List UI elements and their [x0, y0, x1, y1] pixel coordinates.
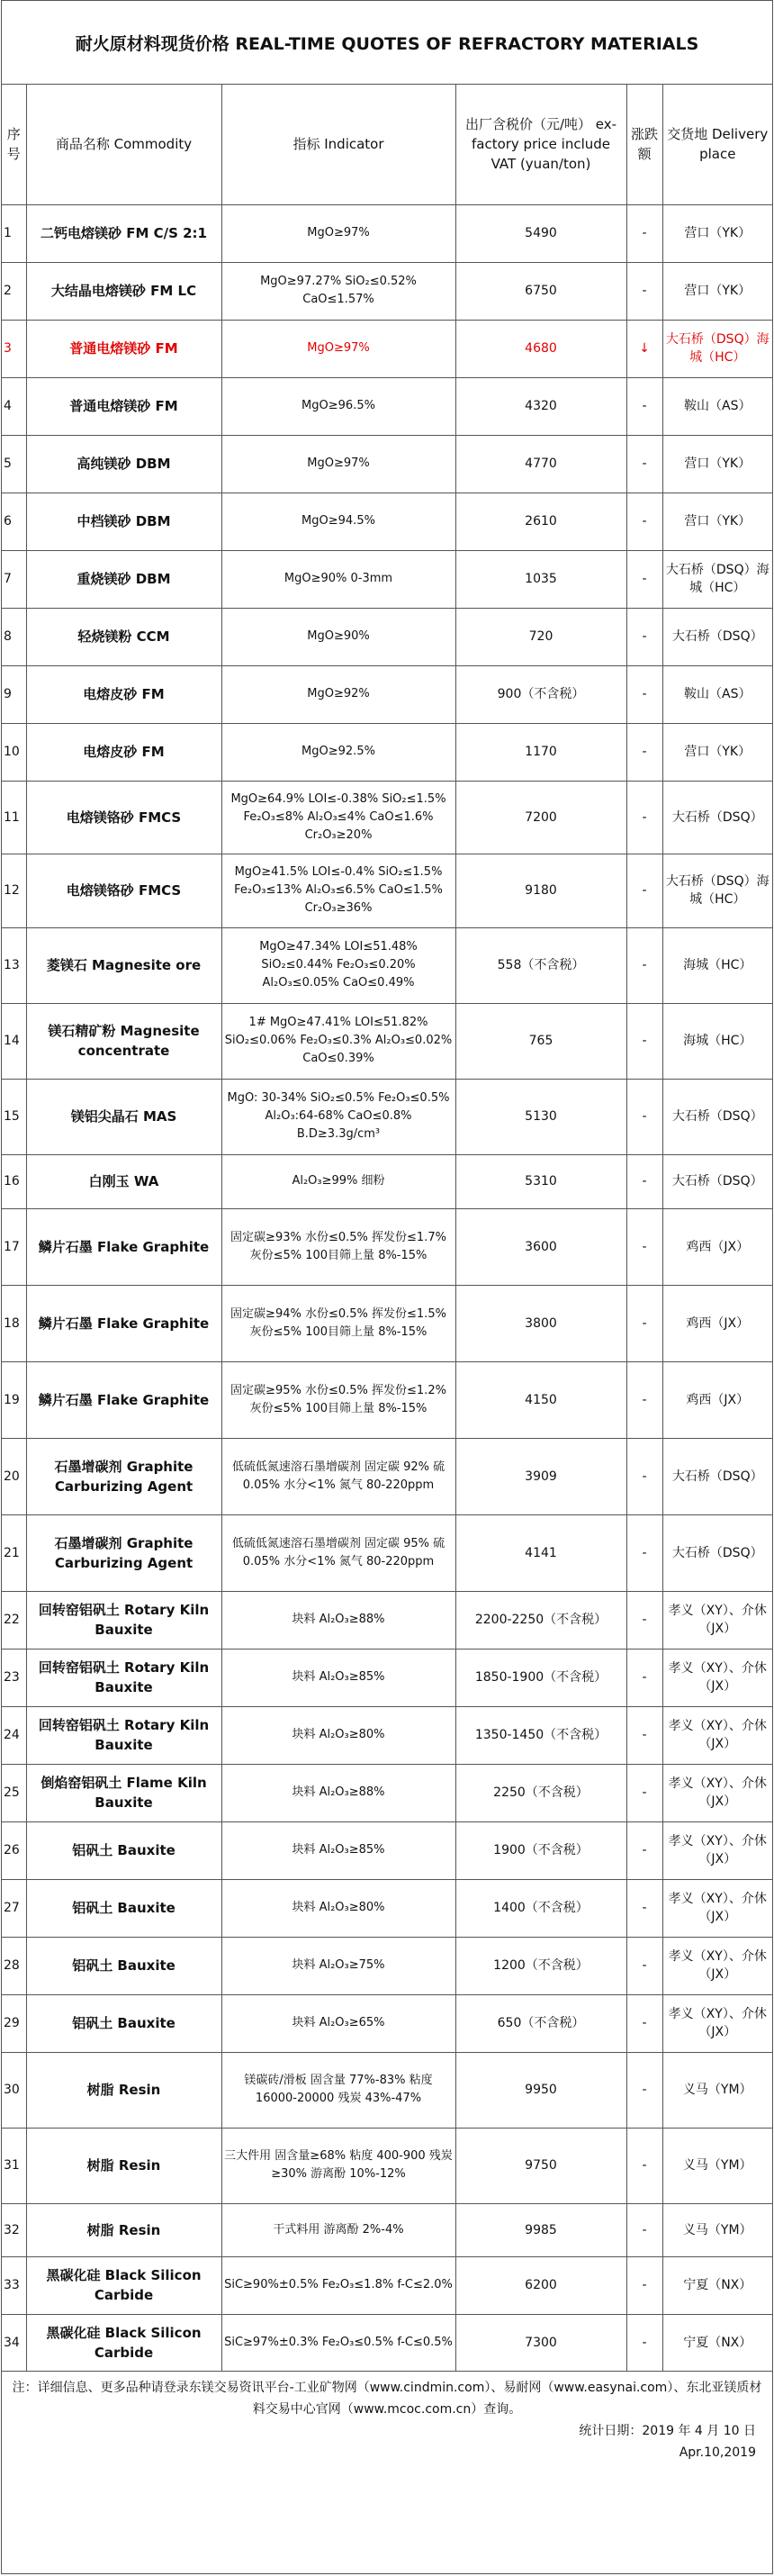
price: 7200 [455, 781, 626, 854]
header-price: 出厂含税价（元/吨） ex-factory price include VAT (yuan/ton) [455, 85, 626, 204]
row-number: 21 [2, 1514, 26, 1591]
row-number: 25 [2, 1764, 26, 1821]
delivery-place: 孝义（XY）、介休（JX） [662, 1937, 772, 1994]
price-sheet [1, 0, 773, 2574]
header-commodity: 商品名称 Commodity [26, 85, 221, 204]
indicator: MgO: 30-34% SiO₂≤0.5% Fe₂O₃≤0.5% Al₂O₃:64-68% CaO≤0.8% B.D≥3.3g/cm³ [221, 1079, 455, 1154]
price: 9180 [455, 854, 626, 927]
price: 1200（不含税） [455, 1937, 626, 1994]
delivery-place: 义马（YM） [662, 2128, 772, 2203]
indicator: MgO≥96.5% [221, 377, 455, 435]
change: - [626, 204, 662, 262]
commodity-name: 石墨增碳剂 Graphite Carburizing Agent [26, 1438, 221, 1514]
indicator: 块料 Al₂O₃≥88% [221, 1764, 455, 1821]
change: - [626, 1591, 662, 1649]
change: - [626, 262, 662, 320]
indicator: Al₂O₃≥99% 细粉 [221, 1154, 455, 1208]
delivery-place: 营口（YK） [662, 493, 772, 550]
change: - [626, 1208, 662, 1285]
indicator: MgO≥97% [221, 320, 455, 377]
indicator: 块料 Al₂O₃≥75% [221, 1937, 455, 1994]
change: - [626, 927, 662, 1003]
indicator: 块料 Al₂O₃≥80% [221, 1706, 455, 1764]
commodity-name: 铝矾土 Bauxite [26, 1821, 221, 1879]
commodity-name: 回转窑铝矾土 Rotary Kiln Bauxite [26, 1591, 221, 1649]
delivery-place: 大石桥（DSQ）海城（HC） [662, 550, 772, 608]
row-number: 20 [2, 1438, 26, 1514]
indicator: MgO≥90% 0-3mm [221, 550, 455, 608]
delivery-place: 孝义（XY）、介休（JX） [662, 1649, 772, 1706]
delivery-place: 孝义（XY）、介休（JX） [662, 1706, 772, 1764]
indicator: 固定碳≥94% 水份≤0.5% 挥发份≤1.5% 灰份≤5% 100目筛上量 8%-15% [221, 1285, 455, 1361]
change: - [626, 377, 662, 435]
table-row [2, 1514, 772, 1591]
price: 5490 [455, 204, 626, 262]
delivery-place: 孝义（XY）、介休（JX） [662, 1591, 772, 1649]
change: - [626, 608, 662, 665]
indicator: 块料 Al₂O₃≥85% [221, 1821, 455, 1879]
row-number: 12 [2, 854, 26, 927]
price: 9950 [455, 2052, 626, 2128]
indicator: MgO≥92.5% [221, 723, 455, 781]
table-row [2, 204, 772, 262]
table-row [2, 781, 772, 854]
price: 4320 [455, 377, 626, 435]
indicator: 固定碳≥93% 水份≤0.5% 挥发份≤1.7% 灰份≤5% 100目筛上量 8%-15% [221, 1208, 455, 1285]
stat-date-en: Apr.10,2019 [679, 2445, 756, 2460]
table-row [2, 927, 772, 1003]
table-row [2, 1003, 772, 1079]
price: 1170 [455, 723, 626, 781]
table-row [2, 1649, 772, 1706]
commodity-name: 二钙电熔镁砂 FM C/S 2:1 [26, 204, 221, 262]
indicator: SiC≥97%±0.3% Fe₂O₃≤0.5% f-C≤0.5% [221, 2314, 455, 2371]
commodity-name: 鳞片石墨 Flake Graphite [26, 1361, 221, 1438]
delivery-place: 鸡西（JX） [662, 1285, 772, 1361]
delivery-place: 鸡西（JX） [662, 1361, 772, 1438]
table-row [2, 320, 772, 377]
commodity-name: 回转窑铝矾土 Rotary Kiln Bauxite [26, 1649, 221, 1706]
row-number: 10 [2, 723, 26, 781]
change: - [626, 1879, 662, 1937]
table-row [2, 1154, 772, 1208]
row-number: 14 [2, 1003, 26, 1079]
row-number: 2 [2, 262, 26, 320]
row-number: 3 [2, 320, 26, 377]
indicator: 低硫低氮速溶石墨增碳剂 固定碳 92% 硫 0.05% 水分<1% 氮气 80-220ppm [221, 1438, 455, 1514]
change: - [626, 1706, 662, 1764]
table-row [2, 1285, 772, 1361]
change: - [626, 1994, 662, 2052]
price: 4150 [455, 1361, 626, 1438]
commodity-name: 鳞片石墨 Flake Graphite [26, 1285, 221, 1361]
table-row [2, 262, 772, 320]
commodity-name: 铝矾土 Bauxite [26, 1879, 221, 1937]
table-row [2, 608, 772, 665]
change: - [626, 1079, 662, 1154]
indicator: 块料 Al₂O₃≥85% [221, 1649, 455, 1706]
price: 5310 [455, 1154, 626, 1208]
delivery-place: 大石桥（DSQ） [662, 608, 772, 665]
commodity-name: 树脂 Resin [26, 2128, 221, 2203]
price: 9750 [455, 2128, 626, 2203]
row-number: 17 [2, 1208, 26, 1285]
header-no: 序号 [2, 85, 26, 204]
table-row [2, 1438, 772, 1514]
commodity-name: 树脂 Resin [26, 2203, 221, 2256]
delivery-place: 大石桥（DSQ）海城（HC） [662, 854, 772, 927]
row-number: 19 [2, 1361, 26, 1438]
row-number: 24 [2, 1706, 26, 1764]
commodity-name: 菱镁石 Magnesite ore [26, 927, 221, 1003]
delivery-place: 义马（YM） [662, 2203, 772, 2256]
commodity-name: 黑碳化硅 Black Silicon Carbide [26, 2314, 221, 2371]
indicator: MgO≥97% [221, 435, 455, 493]
table-row [2, 550, 772, 608]
header-indicator: 指标 Indicator [221, 85, 455, 204]
table-row [2, 1879, 772, 1937]
row-number: 32 [2, 2203, 26, 2256]
commodity-name: 中档镁砂 DBM [26, 493, 221, 550]
row-number: 34 [2, 2314, 26, 2371]
row-number: 22 [2, 1591, 26, 1649]
delivery-place: 宁夏（NX） [662, 2256, 772, 2314]
indicator: 干式料用 游离酚 2%-4% [221, 2203, 455, 2256]
row-number: 28 [2, 1937, 26, 1994]
change: - [626, 1285, 662, 1361]
delivery-place: 鸡西（JX） [662, 1208, 772, 1285]
delivery-place: 大石桥（DSQ）海城（HC） [662, 320, 772, 377]
delivery-place: 大石桥（DSQ） [662, 781, 772, 854]
change: - [626, 2052, 662, 2128]
commodity-name: 电熔皮砂 FM [26, 665, 221, 723]
commodity-name: 电熔镁铬砂 FMCS [26, 781, 221, 854]
footer-note: 注：详细信息、更多品种请登录东镁交易资讯平台-工业矿物网（www.cindmin.com）、易耐网（www.easynai.com）、东北亚镁质材料交易中心官网（www.mcoc.com.cn）查询。 [12, 2380, 762, 2417]
table-row [2, 1821, 772, 1879]
delivery-place: 大石桥（DSQ） [662, 1438, 772, 1514]
delivery-place: 义马（YM） [662, 2052, 772, 2128]
price: 1900（不含税） [455, 1821, 626, 1879]
delivery-place: 营口（YK） [662, 723, 772, 781]
table-row [2, 2256, 772, 2314]
change: - [626, 550, 662, 608]
table-row [2, 665, 772, 723]
row-number: 26 [2, 1821, 26, 1879]
header-place: 交货地 Delivery place [662, 85, 772, 204]
delivery-place: 宁夏（NX） [662, 2314, 772, 2371]
delivery-place: 孝义（XY）、介休（JX） [662, 1994, 772, 2052]
change: - [626, 854, 662, 927]
change: - [626, 1649, 662, 1706]
row-number: 18 [2, 1285, 26, 1361]
price: 6200 [455, 2256, 626, 2314]
commodity-name: 树脂 Resin [26, 2052, 221, 2128]
price: 3600 [455, 1208, 626, 1285]
commodity-name: 高纯镁砂 DBM [26, 435, 221, 493]
price: 1035 [455, 550, 626, 608]
indicator: 块料 Al₂O₃≥65% [221, 1994, 455, 2052]
table-row [2, 854, 772, 927]
footer [2, 2372, 772, 2463]
price-table [2, 85, 772, 2372]
commodity-name: 大结晶电熔镁砂 FM LC [26, 262, 221, 320]
table-row [2, 377, 772, 435]
price: 1850-1900（不含税） [455, 1649, 626, 1706]
commodity-name: 电熔镁铬砂 FMCS [26, 854, 221, 927]
row-number: 1 [2, 204, 26, 262]
table-row [2, 2314, 772, 2371]
price: 4680 [455, 320, 626, 377]
change: - [626, 2203, 662, 2256]
change: - [626, 1764, 662, 1821]
price: 7300 [455, 2314, 626, 2371]
price: 765 [455, 1003, 626, 1079]
price: 720 [455, 608, 626, 665]
row-number: 11 [2, 781, 26, 854]
row-number: 6 [2, 493, 26, 550]
delivery-place: 海城（HC） [662, 927, 772, 1003]
price: 2200-2250（不含税） [455, 1591, 626, 1649]
indicator: MgO≥90% [221, 608, 455, 665]
delivery-place: 营口（YK） [662, 262, 772, 320]
change: - [626, 493, 662, 550]
row-number: 16 [2, 1154, 26, 1208]
change: - [626, 1361, 662, 1438]
change: - [626, 1003, 662, 1079]
commodity-name: 普通电熔镁砂 FM [26, 320, 221, 377]
commodity-name: 镁石精矿粉 Magnesite concentrate [26, 1003, 221, 1079]
price: 2250（不含税） [455, 1764, 626, 1821]
price: 3909 [455, 1438, 626, 1514]
row-number: 15 [2, 1079, 26, 1154]
indicator: MgO≥97.27% SiO₂≤0.52% CaO≤1.57% [221, 262, 455, 320]
table-row [2, 1361, 772, 1438]
indicator: MgO≥41.5% LOI≤-0.4% SiO₂≤1.5% Fe₂O₃≤13% Al₂O₃≤6.5% CaO≤1.5% Cr₂O₃≥36% [221, 854, 455, 927]
price: 9985 [455, 2203, 626, 2256]
indicator: 1# MgO≥47.41% LOI≤51.82% SiO₂≤0.06% Fe₂O₃≤0.3% Al₂O₃≤0.02% CaO≤0.39% [221, 1003, 455, 1079]
table-row [2, 2203, 772, 2256]
price: 6750 [455, 262, 626, 320]
change: - [626, 1154, 662, 1208]
table-row [2, 1994, 772, 2052]
price: 3800 [455, 1285, 626, 1361]
indicator: 块料 Al₂O₃≥80% [221, 1879, 455, 1937]
table-row [2, 1937, 772, 1994]
header-change: 涨跌额 [626, 85, 662, 204]
delivery-place: 海城（HC） [662, 1003, 772, 1079]
row-number: 31 [2, 2128, 26, 2203]
table-row [2, 1706, 772, 1764]
change: - [626, 2128, 662, 2203]
price: 1350-1450（不含税） [455, 1706, 626, 1764]
commodity-name: 倒焰窑铝矾土 Flame Kiln Bauxite [26, 1764, 221, 1821]
commodity-name: 铝矾土 Bauxite [26, 1994, 221, 2052]
delivery-place: 鞍山（AS） [662, 665, 772, 723]
change: - [626, 1514, 662, 1591]
delivery-place: 孝义（XY）、介休（JX） [662, 1879, 772, 1937]
change: - [626, 781, 662, 854]
price: 5130 [455, 1079, 626, 1154]
commodity-name: 铝矾土 Bauxite [26, 1937, 221, 1994]
table-row [2, 723, 772, 781]
commodity-name: 重烧镁砂 DBM [26, 550, 221, 608]
change: - [626, 1937, 662, 1994]
indicator: 三大件用 固含量≥68% 粘度 400-900 残炭≥30% 游离酚 10%-12% [221, 2128, 455, 2203]
commodity-name: 普通电熔镁砂 FM [26, 377, 221, 435]
commodity-name: 轻烧镁粉 CCM [26, 608, 221, 665]
commodity-name: 镁铝尖晶石 MAS [26, 1079, 221, 1154]
indicator: SiC≥90%±0.5% Fe₂O₃≤1.8% f-C≤2.0% [221, 2256, 455, 2314]
indicator: 固定碳≥95% 水份≤0.5% 挥发份≤1.2% 灰份≤5% 100目筛上量 8%-15% [221, 1361, 455, 1438]
change: - [626, 2256, 662, 2314]
price: 558（不含税） [455, 927, 626, 1003]
commodity-name: 电熔皮砂 FM [26, 723, 221, 781]
table-row [2, 1208, 772, 1285]
row-number: 7 [2, 550, 26, 608]
indicator: MgO≥97% [221, 204, 455, 262]
row-number: 27 [2, 1879, 26, 1937]
change: - [626, 1821, 662, 1879]
table-row [2, 1591, 772, 1649]
row-number: 9 [2, 665, 26, 723]
price: 900（不含税） [455, 665, 626, 723]
table-row [2, 1764, 772, 1821]
table-row [2, 1079, 772, 1154]
commodity-name: 黑碳化硅 Black Silicon Carbide [26, 2256, 221, 2314]
indicator: MgO≥94.5% [221, 493, 455, 550]
indicator: 低硫低氮速溶石墨增碳剂 固定碳 95% 硫 0.05% 水分<1% 氮气 80-220ppm [221, 1514, 455, 1591]
change: - [626, 665, 662, 723]
price: 4770 [455, 435, 626, 493]
indicator: MgO≥47.34% LOI≤51.48% SiO₂≤0.44% Fe₂O₃≤0.20% Al₂O₃≤0.05% CaO≤0.49% [221, 927, 455, 1003]
delivery-place: 大石桥（DSQ） [662, 1154, 772, 1208]
table-row [2, 2052, 772, 2128]
commodity-name: 石墨增碳剂 Graphite Carburizing Agent [26, 1514, 221, 1591]
delivery-place: 大石桥（DSQ） [662, 1514, 772, 1591]
delivery-place: 孝义（XY）、介休（JX） [662, 1821, 772, 1879]
table-row [2, 2128, 772, 2203]
change: - [626, 2314, 662, 2371]
table-row [2, 435, 772, 493]
row-number: 8 [2, 608, 26, 665]
commodity-name: 鳞片石墨 Flake Graphite [26, 1208, 221, 1285]
row-number: 23 [2, 1649, 26, 1706]
sheet-title: 耐火原材料现货价格 REAL-TIME QUOTES OF REFRACTORY MATERIALS [2, 1, 772, 85]
delivery-place: 营口（YK） [662, 435, 772, 493]
row-number: 5 [2, 435, 26, 493]
stat-date: 统计日期：2019 年 4 月 10 日 [579, 2423, 756, 2438]
row-number: 29 [2, 1994, 26, 2052]
price: 1400（不含税） [455, 1879, 626, 1937]
change: - [626, 435, 662, 493]
delivery-place: 营口（YK） [662, 204, 772, 262]
price: 4141 [455, 1514, 626, 1591]
row-number: 30 [2, 2052, 26, 2128]
indicator: MgO≥64.9% LOI≤-0.38% SiO₂≤1.5% Fe₂O₃≤8% Al₂O₃≤4% CaO≤1.6% Cr₂O₃≥20% [221, 781, 455, 854]
indicator: MgO≥92% [221, 665, 455, 723]
commodity-name: 白刚玉 WA [26, 1154, 221, 1208]
row-number: 4 [2, 377, 26, 435]
delivery-place: 鞍山（AS） [662, 377, 772, 435]
delivery-place: 孝义（XY）、介休（JX） [662, 1764, 772, 1821]
row-number: 13 [2, 927, 26, 1003]
change: - [626, 723, 662, 781]
table-row [2, 493, 772, 550]
row-number: 33 [2, 2256, 26, 2314]
delivery-place: 大石桥（DSQ） [662, 1079, 772, 1154]
price: 2610 [455, 493, 626, 550]
indicator: 块料 Al₂O₃≥88% [221, 1591, 455, 1649]
change: ↓ [626, 320, 662, 377]
commodity-name: 回转窑铝矾土 Rotary Kiln Bauxite [26, 1706, 221, 1764]
change: - [626, 1438, 662, 1514]
price: 650（不含税） [455, 1994, 626, 2052]
indicator: 镁碳砖/滑板 固含量 77%-83% 粘度 16000-20000 残炭 43%-47% [221, 2052, 455, 2128]
